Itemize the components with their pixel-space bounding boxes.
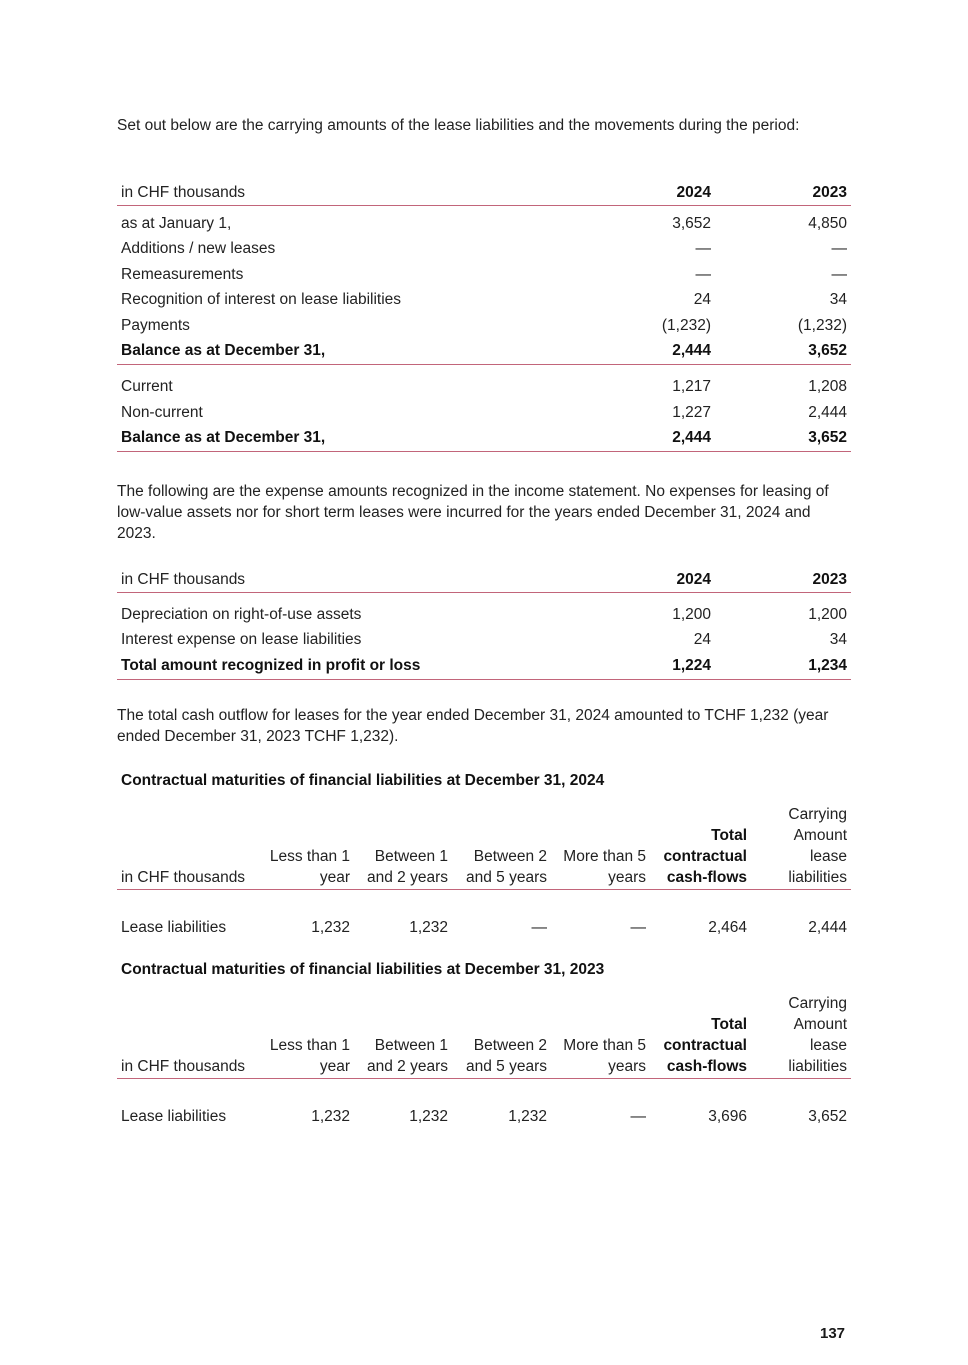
lease-liabilities-table [117, 181, 851, 452]
table-row: Additions / new leases — — [121, 240, 847, 258]
table-header: in CHF thousands Less than 1 year Between 1 and 2 years Between 2 and 5 years More than 5 years Total contractual cash-flows Carrying Amount lease liabilities [117, 804, 851, 890]
header-label: in CHF thousands [117, 181, 587, 205]
table-row: Payments (1,232) (1,232) [121, 316, 847, 334]
page-number: 137 [820, 1325, 846, 1342]
table-row-total: Balance as at December 31, 2,444 3,652 [117, 426, 851, 452]
table-row: Non-current 1,227 2,444 [121, 403, 847, 421]
expense-table [117, 568, 851, 680]
table-row: Recognition of interest on lease liabilities 24 34 [121, 291, 847, 309]
table-row: Lease liabilities 1,232 1,232 — — 2,464 2,444 [121, 918, 847, 936]
maturities-2024-title: Contractual maturities of financial liabilities at December 31, 2024 [121, 772, 605, 789]
expense-paragraph: The following are the expense amounts recognized in the income statement. No expenses for leasing of low-value assets nor for short term leases were incurred for the years ended December 31, 2024 and 2023. [117, 483, 829, 542]
maturities-2024-table [117, 804, 851, 940]
header-2023: 2023 [715, 181, 851, 205]
table-row: Depreciation on right-of-use assets 1,200 1,200 [121, 605, 847, 623]
table-row: as at January 1, 3,652 4,850 [121, 214, 847, 232]
table-header: in CHF thousands 2024 2023 [117, 568, 851, 592]
table-header [117, 181, 851, 205]
table-row-total: Balance as at December 31, 2,444 3,652 [117, 339, 851, 365]
table-row: Interest expense on lease liabilities 24 34 [121, 631, 847, 649]
table-row: Current 1,217 1,208 [121, 378, 847, 396]
maturities-2023-title: Contractual maturities of financial liabilities at December 31, 2023 [121, 961, 605, 978]
maturities-2023-table [117, 993, 851, 1129]
table-row: Lease liabilities 1,232 1,232 1,232 — 3,696 3,652 [121, 1107, 847, 1125]
header-2024: 2024 [587, 181, 715, 205]
table-row-total: Total amount recognized in profit or loss 1,224 1,234 [117, 653, 851, 679]
intro-paragraph: Set out below are the carrying amounts of the lease liabilities and the movements during the period: [117, 117, 800, 134]
table-row: Remeasurements — — [121, 265, 847, 283]
cash-outflow-paragraph: The total cash outflow for leases for the year ended December 31, 2024 amounted to TCHF 1,232 (year ended December 31, 2023 TCHF 1,232). [117, 707, 829, 745]
table-header: in CHF thousands Less than 1 year Between 1 and 2 years Between 2 and 5 years More than 5 years Total contractual cash-flows Carrying Amount lease liabilities [117, 993, 851, 1079]
